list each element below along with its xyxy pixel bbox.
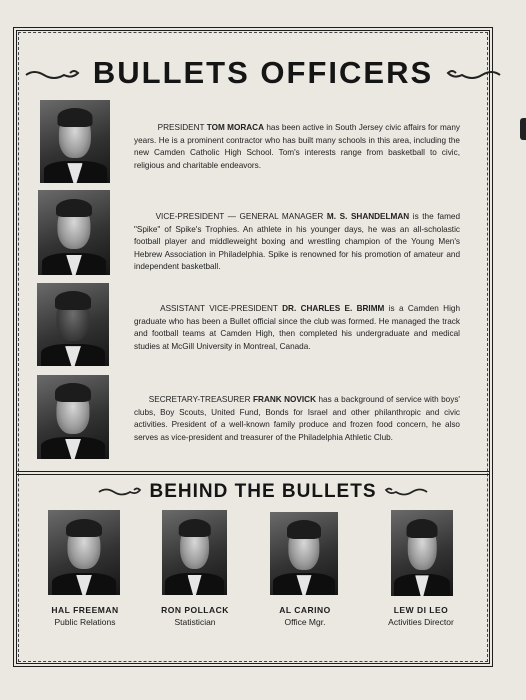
- section-divider: [17, 471, 489, 475]
- staff-lew-di-leo: LEW DI LEO Activities Director: [388, 605, 454, 627]
- behind-heading: [0, 481, 526, 503]
- photo-al-carino: [270, 512, 338, 595]
- photo-frank-novick: [37, 375, 109, 459]
- right-swirl-ornament-2: [383, 486, 429, 498]
- bio-assistant-vice-president: ASSISTANT VICE-PRESIDENT DR. CHARLES E. BRIMM is a Camden High graduate who has been a Bullet official since the club was formed. He managed the track and football teams at Camden High, then completed his undergraduate and medical studies at McGill University in Montreal, Canada.: [134, 304, 461, 351]
- staff-hal-freeman: HAL FREEMAN Public Relations: [51, 605, 119, 627]
- photo-charles-e-brimm: [37, 283, 109, 366]
- photo-tom-moraca: [40, 100, 110, 183]
- behind-title: BEHIND THE BULLETS: [149, 481, 377, 502]
- left-swirl-ornament: [24, 67, 82, 83]
- bio-president: PRESIDENT TOM MORACA has been active in South Jersey civic affairs for many years. He is a prominent contractor who has built many schools in this area, including the new Camden Catholic High School. Tom's interests range from basketball to civic, religious and charitable endeavors.: [134, 123, 460, 170]
- staff-ron-pollack: RON POLLACK Statistician: [161, 605, 229, 627]
- bio-vice-president: VICE-PRESIDENT — GENERAL MANAGER M. S. SHANDELMAN is the famed "Spike" of Spike's Trophies. An athlete in his younger days, he was an all-scholastic football player and middleweight boxing and wrestling champion of the Young Men's Hebrew Association in Philadelphia. Spike is renowned for his promotion of amateur and independent basketball.: [134, 212, 461, 271]
- bio-secretary-treasurer: SECRETARY-TREASURER FRANK NOVICK has a background of service with boys' clubs, Boy Scouts, United Fund, Bonds for Israel and other philanthropic and civic activities. President of a well-known family produce and frozen food concern, he also serves as vice-president and treasurer of the Philadelphia Athletic Club.: [134, 395, 460, 442]
- officers-title: BULLETS OFFICERS: [92, 55, 434, 90]
- photo-m-s-shandelman: [38, 190, 110, 275]
- officers-heading: [0, 55, 526, 91]
- photo-lew-di-leo: [391, 510, 453, 596]
- left-swirl-ornament-2: [97, 486, 143, 498]
- photo-hal-freeman: [48, 510, 120, 595]
- photo-ron-pollack: [162, 510, 227, 595]
- right-swirl-ornament: [444, 67, 502, 83]
- binding-tab-mark: [520, 118, 526, 140]
- staff-al-carino: AL CARINO Office Mgr.: [279, 605, 331, 627]
